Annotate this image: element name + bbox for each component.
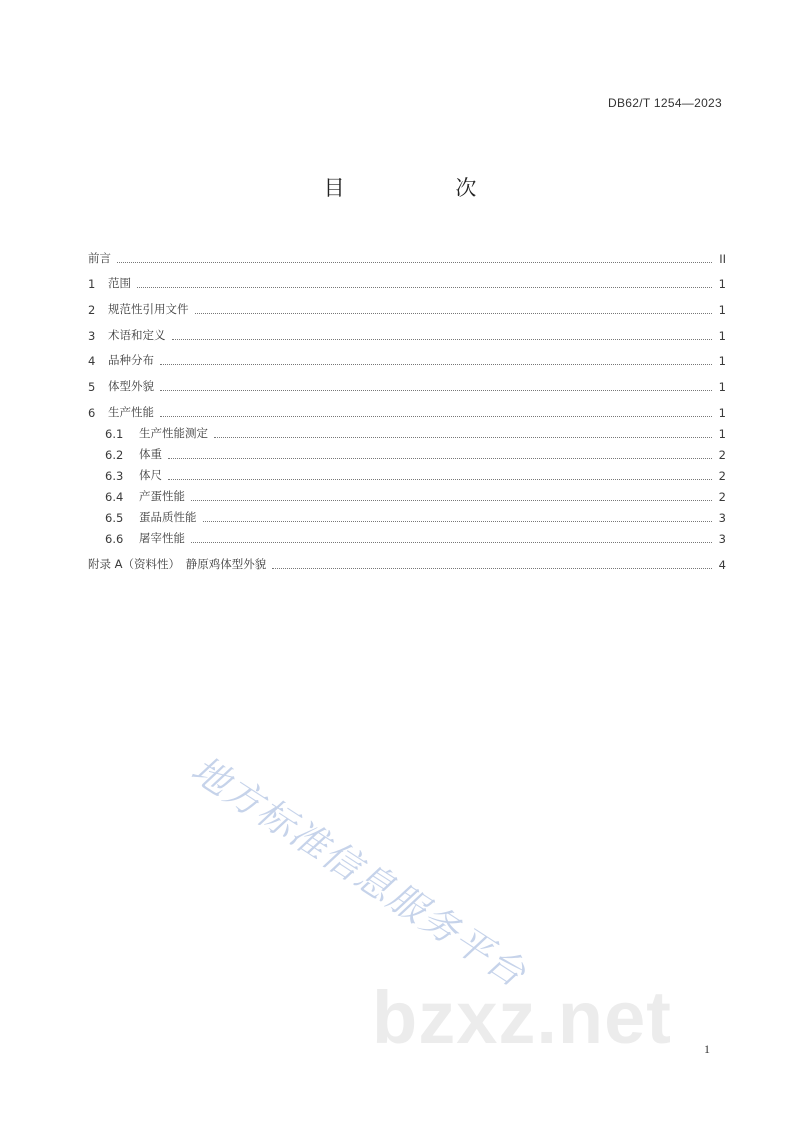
dot-leader	[168, 479, 712, 480]
toc-entry-page: 1	[718, 380, 726, 395]
toc-entry-number: 6.2	[105, 447, 124, 462]
toc-entry[interactable]	[88, 504, 726, 525]
toc-entry-label: 生产性能测定	[139, 425, 208, 440]
toc-entry-number: 4	[88, 354, 96, 369]
toc-entry-number: 6	[88, 405, 96, 420]
toc-title: 目 次	[323, 176, 529, 200]
toc-entry-page: 1	[718, 303, 726, 318]
toc-entry-page: 2	[718, 468, 726, 483]
toc-entry-number: 6.4	[105, 489, 124, 504]
toc-entry-page: 1	[718, 328, 726, 343]
toc-entry[interactable]	[88, 546, 726, 572]
toc-entry[interactable]	[88, 317, 726, 343]
table-of-contents	[88, 240, 726, 572]
toc-entry[interactable]	[88, 291, 726, 317]
toc-entry[interactable]	[88, 420, 726, 441]
toc-entry-number: 5	[88, 380, 96, 395]
dot-leader	[214, 437, 712, 438]
toc-entry-label: 生产性能	[108, 404, 154, 419]
toc-entry-number: 6.1	[105, 426, 124, 441]
dot-leader	[117, 262, 712, 263]
watermark: 地方标准信息服务平台	[183, 747, 535, 997]
toc-entry[interactable]	[88, 368, 726, 394]
toc-entry-page: 3	[718, 531, 726, 546]
page-number: 1	[704, 1042, 710, 1056]
toc-entry[interactable]	[88, 441, 726, 462]
dot-leader	[160, 416, 712, 417]
toc-entry-label: 术语和定义	[108, 327, 166, 342]
dot-leader	[272, 568, 712, 569]
toc-entry-page: 1	[718, 426, 726, 441]
dot-leader	[137, 287, 712, 288]
dot-leader	[160, 364, 712, 365]
doc-code: DB62/T 1254—2023	[608, 96, 722, 110]
toc-entry-label: 体型外貌	[108, 379, 154, 394]
toc-entry-number: 6.6	[105, 531, 124, 546]
toc-entry-page: 1	[718, 405, 726, 420]
toc-entry-number: 1	[88, 277, 96, 292]
toc-entry-label: 范围	[108, 276, 131, 291]
site-logo: bzxz.net	[372, 976, 672, 1059]
toc-entry-label: 产蛋性能	[139, 488, 185, 503]
toc-entry-label: 体重	[139, 446, 162, 461]
toc-entry[interactable]	[88, 462, 726, 483]
dot-leader	[168, 458, 712, 459]
toc-entry-number: 6.5	[105, 510, 124, 525]
toc-entry-number: 3	[88, 328, 96, 343]
toc-entry-page: 4	[718, 557, 726, 572]
toc-entry-page: 2	[718, 489, 726, 504]
toc-entry[interactable]	[88, 525, 726, 546]
toc-entry-page: II	[719, 251, 726, 266]
dot-leader	[203, 521, 713, 522]
dot-leader	[172, 339, 713, 340]
toc-entry[interactable]	[88, 483, 726, 504]
dot-leader	[195, 313, 713, 314]
toc-entry[interactable]	[88, 394, 726, 420]
dot-leader	[160, 390, 712, 391]
toc-entry[interactable]	[88, 240, 726, 266]
dot-leader	[191, 542, 712, 543]
toc-entry-page: 1	[718, 277, 726, 292]
toc-entry-label: 体尺	[139, 467, 162, 482]
toc-entry-number: 2	[88, 303, 96, 318]
toc-entry-label: 规范性引用文件	[108, 302, 189, 317]
toc-entry[interactable]	[88, 343, 726, 369]
dot-leader	[191, 500, 712, 501]
toc-entry-page: 2	[718, 447, 726, 462]
toc-entry-label: 前言	[88, 250, 111, 265]
toc-entry-label: 蛋品质性能	[139, 509, 197, 524]
toc-entry-number: 6.3	[105, 468, 124, 483]
toc-entry-page: 3	[718, 510, 726, 525]
toc-entry-label: 附录 A（资料性） 静原鸡体型外貌	[88, 556, 267, 571]
toc-entry-label: 屠宰性能	[139, 530, 185, 545]
toc-entry-page: 1	[718, 354, 726, 369]
toc-entry[interactable]	[88, 266, 726, 292]
toc-entry-label: 品种分布	[108, 353, 154, 368]
